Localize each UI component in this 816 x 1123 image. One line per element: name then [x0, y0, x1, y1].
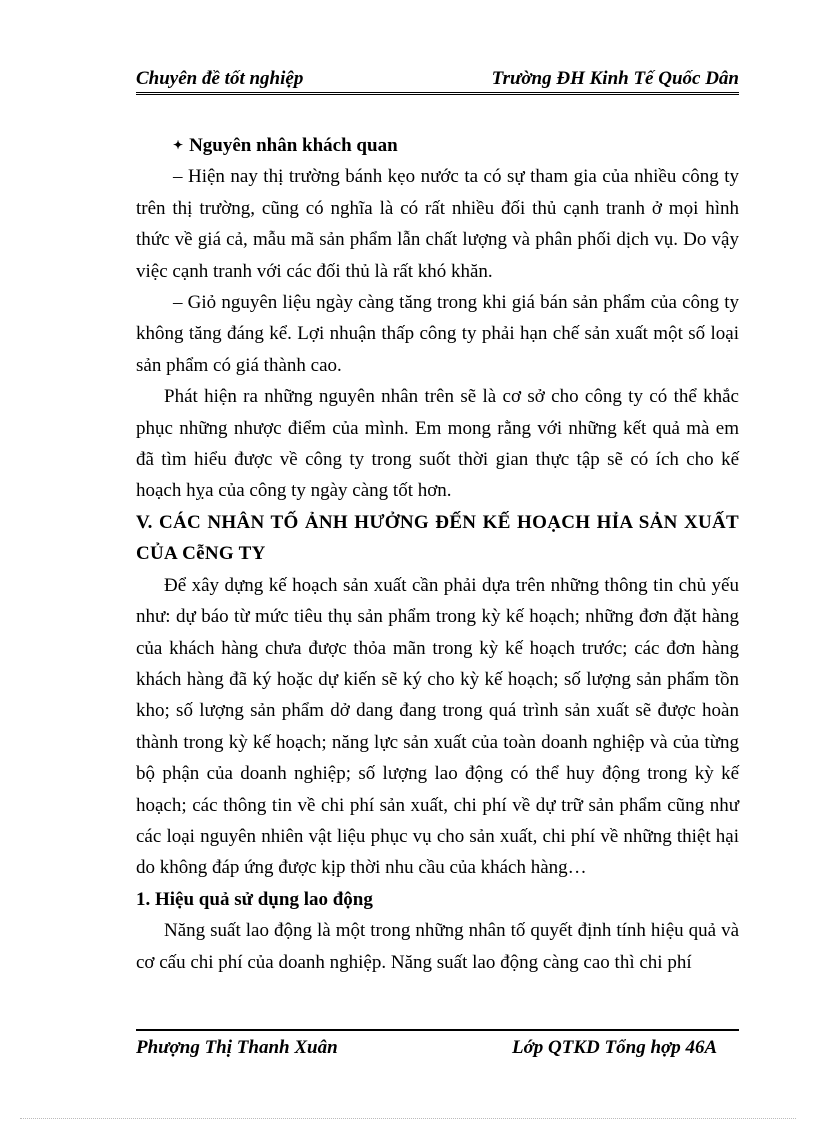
- footer-author: Phượng Thị Thanh Xuân: [136, 1037, 338, 1058]
- bullet-heading: [173, 130, 739, 161]
- paragraph-3: Năng suất lao động là một trong những nhân tố quyết định tính hiệu quả và cơ cấu chi phí của doanh nghiệp. Năng suất lao động càng cao thì chi phí: [136, 920, 739, 973]
- header-course-title: Chuyên đề tốt nghiệp: [136, 68, 304, 89]
- paragraph-1: Phát hiện ra những nguyên nhân trên sẽ là cơ sở cho công ty có thể khắc phục những nhược điểm của mình. Em mong rằng với những kết quả mà em đã tìm hiểu được về công ty trong suốt thời gian thực tập sẽ có ích cho kế hoạch hỵa của công ty ngày càng tốt hơn.: [136, 386, 739, 502]
- dash-item-1: – Hiện nay thị trường bánh kẹo nước ta có sự tham gia của nhiều công ty trên thị trường, cũng có nghĩa là có rất nhiều đối thủ cạnh tranh ở mọi hình thức về giá cả, mẫu mã sản phẩm lẫn chất lượng và phân phối dịch vụ. Do vậy việc cạnh tranh với các đối thủ là rất khó khăn.: [136, 166, 739, 282]
- page-edge-divider: [20, 1118, 796, 1119]
- paragraph-2: Để xây dựng kế hoạch sản xuất cần phải dựa trên những thông tin chủ yếu như: dự báo từ mức tiêu thụ sản phẩm trong kỳ kế hoạch; những đơn đặt hàng của khách hàng chưa được thỏa mãn trong kỳ kế hoạch trước; các đơn hàng khách hàng đã ký hoặc dự kiến sẽ ký cho kỳ kế hoạch; số lượng sản phẩm tồn kho; số lượng sản phẩm dở dang đang trong quá trình sản xuất sẽ được hoàn thành trong kỳ kế hoạch; năng lực sản xuất của toàn doanh nghiệp và của từng bộ phận của doanh nghiệp; số lượng lao động có thể huy động trong kỳ kế hoạch; các thông tin về chi phí sản xuất, chi phí về dự trữ sản phẩm cũng như các loại nguyên nhiên vật liệu phục vụ cho sản xuất, chi phí về những thiệt hại do không đáp ứng được kịp thời nhu cầu của khách hàng…: [136, 574, 739, 879]
- section-heading: V. CÁC NHÂN TỐ ẢNH HƯỞNG ĐẾN KẾ HOẠCH HỈA SẢN XUẤT CỦA CễNG TY: [136, 511, 739, 565]
- dash-item-2: – Giỏ nguyên liệu ngày càng tăng trong khi giá bán sản phẩm của công ty không tăng đáng kể. Lợi nhuận thấp công ty phải hạn chế sản xuất một số loại sản phẩm có giá thành cao.: [136, 292, 739, 376]
- page-header: [136, 66, 739, 95]
- page-footer: [136, 1029, 739, 1061]
- bullet-heading-text: Nguyên nhân khách quan: [189, 135, 398, 156]
- bullet-marker-icon: ✦: [173, 138, 184, 152]
- subheading: 1. Hiệu quả sử dụng lao động: [136, 888, 373, 910]
- document-body: [136, 130, 739, 978]
- header-university: Trường ĐH Kinh Tế Quốc Dân: [491, 68, 739, 89]
- footer-class: Lớp QTKD Tổng hợp 46A: [512, 1037, 718, 1058]
